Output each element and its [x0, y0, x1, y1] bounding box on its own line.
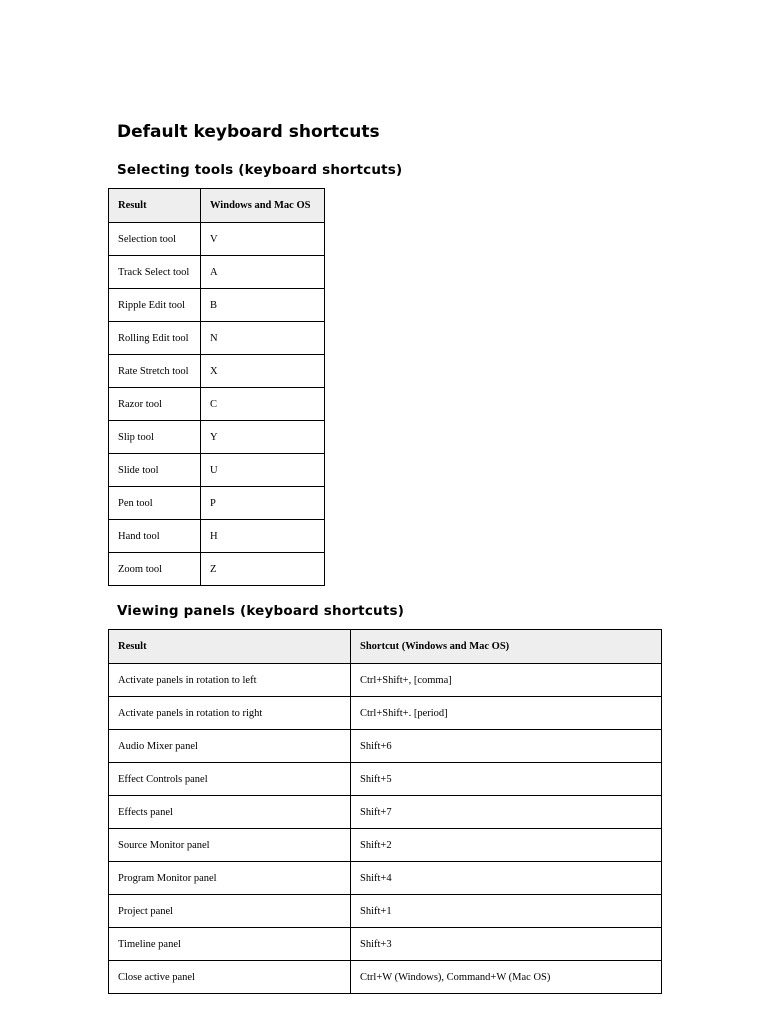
table-row	[109, 421, 325, 454]
shortcut-cell: P	[201, 487, 325, 520]
table-row	[109, 355, 325, 388]
panel-action-cell: Program Monitor panel	[109, 862, 351, 895]
shortcut-cell: V	[201, 223, 325, 256]
shortcut-cell: Shift+3	[351, 928, 662, 961]
panel-action-cell: Project panel	[109, 895, 351, 928]
column-header-result: Result	[109, 189, 201, 223]
shortcut-cell: Shift+2	[351, 829, 662, 862]
page-title: Default keyboard shortcuts	[117, 122, 380, 142]
tool-name-cell: Rate Stretch tool	[109, 355, 201, 388]
shortcut-cell: C	[201, 388, 325, 421]
shortcut-cell: Ctrl+W (Windows), Command+W (Mac OS)	[351, 961, 662, 994]
shortcut-cell: Shift+7	[351, 796, 662, 829]
section-title-viewing-panels: Viewing panels (keyboard shortcuts)	[117, 603, 405, 619]
table-row	[109, 487, 325, 520]
tool-name-cell: Hand tool	[109, 520, 201, 553]
table-row	[109, 928, 662, 961]
selecting-tools-table	[108, 188, 325, 586]
tool-name-cell: Slip tool	[109, 421, 201, 454]
table-row	[109, 520, 325, 553]
table-row	[109, 796, 662, 829]
panel-action-cell: Effect Controls panel	[109, 763, 351, 796]
table-row	[109, 322, 325, 355]
shortcut-cell: Ctrl+Shift+, [comma]	[351, 664, 662, 697]
table-row	[109, 895, 662, 928]
table-row	[109, 454, 325, 487]
shortcut-cell: X	[201, 355, 325, 388]
table-header-row	[109, 189, 325, 223]
tool-name-cell: Track Select tool	[109, 256, 201, 289]
table-row	[109, 664, 662, 697]
table-row	[109, 763, 662, 796]
column-header-shortcut: Windows and Mac OS	[201, 189, 325, 223]
shortcut-cell: Y	[201, 421, 325, 454]
table-row	[109, 256, 325, 289]
table-row	[109, 961, 662, 994]
shortcut-cell: Shift+5	[351, 763, 662, 796]
table-header-row	[109, 630, 662, 664]
table-row	[109, 388, 325, 421]
tool-name-cell: Rolling Edit tool	[109, 322, 201, 355]
shortcut-cell: N	[201, 322, 325, 355]
shortcut-cell: U	[201, 454, 325, 487]
tool-name-cell: Slide tool	[109, 454, 201, 487]
column-header-result: Result	[109, 630, 351, 664]
table-row	[109, 289, 325, 322]
shortcut-cell: H	[201, 520, 325, 553]
viewing-panels-table	[108, 629, 662, 994]
table-row	[109, 829, 662, 862]
section-title-selecting-tools: Selecting tools (keyboard shortcuts)	[117, 162, 403, 178]
shortcut-cell: Shift+4	[351, 862, 662, 895]
shortcut-cell: Shift+6	[351, 730, 662, 763]
table-row	[109, 553, 325, 586]
shortcut-cell: Z	[201, 553, 325, 586]
column-header-shortcut: Shortcut (Windows and Mac OS)	[351, 630, 662, 664]
panel-action-cell: Activate panels in rotation to right	[109, 697, 351, 730]
shortcut-cell: Shift+1	[351, 895, 662, 928]
tool-name-cell: Razor tool	[109, 388, 201, 421]
panel-action-cell: Close active panel	[109, 961, 351, 994]
table-row	[109, 697, 662, 730]
tool-name-cell: Ripple Edit tool	[109, 289, 201, 322]
table-row	[109, 862, 662, 895]
table-row	[109, 730, 662, 763]
panel-action-cell: Audio Mixer panel	[109, 730, 351, 763]
panel-action-cell: Timeline panel	[109, 928, 351, 961]
shortcut-cell: B	[201, 289, 325, 322]
tool-name-cell: Zoom tool	[109, 553, 201, 586]
panel-action-cell: Source Monitor panel	[109, 829, 351, 862]
shortcut-cell: A	[201, 256, 325, 289]
tool-name-cell: Selection tool	[109, 223, 201, 256]
panel-action-cell: Activate panels in rotation to left	[109, 664, 351, 697]
tool-name-cell: Pen tool	[109, 487, 201, 520]
shortcut-cell: Ctrl+Shift+. [period]	[351, 697, 662, 730]
panel-action-cell: Effects panel	[109, 796, 351, 829]
table-row	[109, 223, 325, 256]
